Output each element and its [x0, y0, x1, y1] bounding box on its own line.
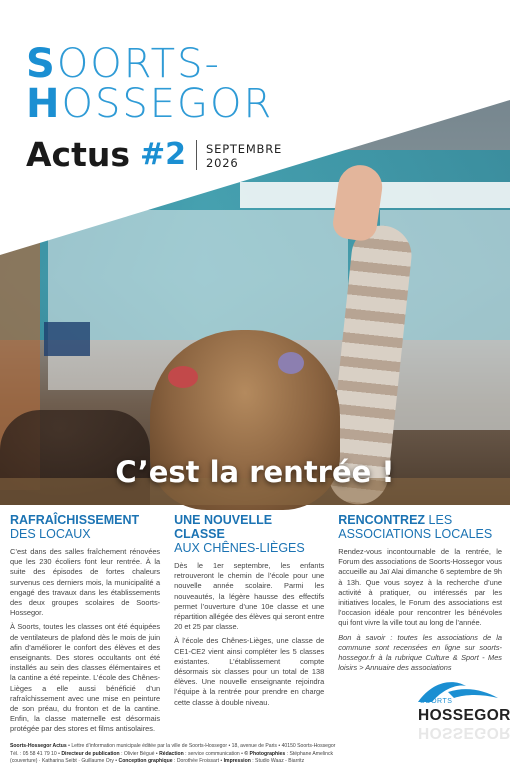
issue-date: SEPTEMBRE 2026 [206, 142, 283, 170]
logo-hossegor: HOSSEGOR [418, 707, 511, 724]
article-title: RAFRAÎCHISSEMENT DES LOCAUX [10, 513, 140, 541]
article-body: Rendez-vous incontournable de la rentrée, le Forum des associations de Soorts-Hossegor vous accueille au Jaï Alai dimanche 6 septembre de 9h à 13h. Que vous soyez à la recherche d’une activité à pratiquer, ou intéressés par les initiatives locales, le Forum des associations est l’occasion idéale pour rencontrer les bénévoles qui font vivre la ville tout au long de l’année. Bon à savoir : toutes les associations de la commune sont recensées en ligne sur soorts-hossegor.fr à la rubrique Culture & Sport - Mes loisirs > Annuaire des associations [338, 547, 503, 673]
issue-row [26, 135, 283, 174]
brand-line-1: SOORTS- [26, 41, 221, 87]
brand-line-2: HOSSEGOR [26, 81, 274, 127]
footer-line-1: Soorts-Hossegor Actus • Lettre d’information municipale éditée par la ville de Soorts-Hossegor • 18, avenue de Paris • 40150 Soorts-Hossegor [10, 743, 336, 749]
hossegor-logo [408, 676, 511, 741]
article-body: Dès le 1er septembre, les enfants retrouveront le chemin de l’école pour une nouvelle année scolaire. Parmi les nouveautés, la légère hausse des effectifs permet l’ouverture d’une 10e classe et une répartition allégée des élèves qui seront entre 20 et 25 par classe. À l’école des Chênes-Lièges, une classe de CE1-CE2 vient ainsi compléter les 5 classes existantes. L’établissement compte désormais six classes pour un total de 138 élèves. Une nouvelle enseignante rejoindra l’équipe à la rentrée pour prendre en charge cette classe à double niveau. [174, 561, 325, 707]
issue-divider [196, 140, 197, 170]
logo-soorts: SOORTS [420, 698, 453, 705]
masthead [26, 41, 274, 127]
article-note: Bon à savoir : toutes les associations de la commune sont recensées en ligne sur soorts-hossegor.fr à la rubrique Culture & Sport - Mes loisirs > Annuaire des associations [338, 632, 503, 673]
footer-line-2: Tél. : 05 58 41 79 10 • Directeur de publication : Olivier Bégué • Rédaction : service communication • © Photographies : Stéphane Amelinck [10, 750, 334, 757]
article-nouvelle-classe [174, 513, 324, 739]
issue-number: #2 [140, 137, 187, 172]
article-rafraichissement [10, 513, 160, 739]
logo-reflection: HOSSEGOR [418, 724, 511, 741]
footer-credits [10, 743, 410, 766]
article-title: UNE NOUVELLE CLASSE AUX CHÊNES-LIÈGES [174, 513, 305, 555]
publication-name: Actus [26, 135, 131, 174]
cover-headline: C’est la rentrée ! [115, 455, 395, 489]
article-title: RENCONTREZ LES ASSOCIATIONS LOCALES [338, 513, 493, 541]
article-body: C’est dans des salles fraîchement rénovées que les 230 écoliers font leur rentrée. À la suite des épisodes de fortes chaleurs survenus ces derniers mois, la municipalité a engagé des travaux dans les établissements des deux groupes scolaires de Soorts-Hossegor. À Soorts, toutes les classes ont été équipées de ventilateurs de plafond dès le mois de juin afin d’améliorer le confort des élèves et des enseignants. Des stores occultants ont été installés au sein des classes élémentaires et la cantine a été repeinte. L’école des Chênes-Lièges a elle aussi bénéficié d’un rafraîchissement avec une mise en peinture de son préau, du fronton et de la cantine. Enfin, la classe maternelle est désormais protégée par des stores et films antisolaires. [10, 547, 161, 734]
footer-line-3: (couverture) · Katharina Seibt · Guillaume Ory • Conception graphique : Dorothée Froissart • Impression : Studio Waaz - Biarritz [10, 758, 305, 765]
